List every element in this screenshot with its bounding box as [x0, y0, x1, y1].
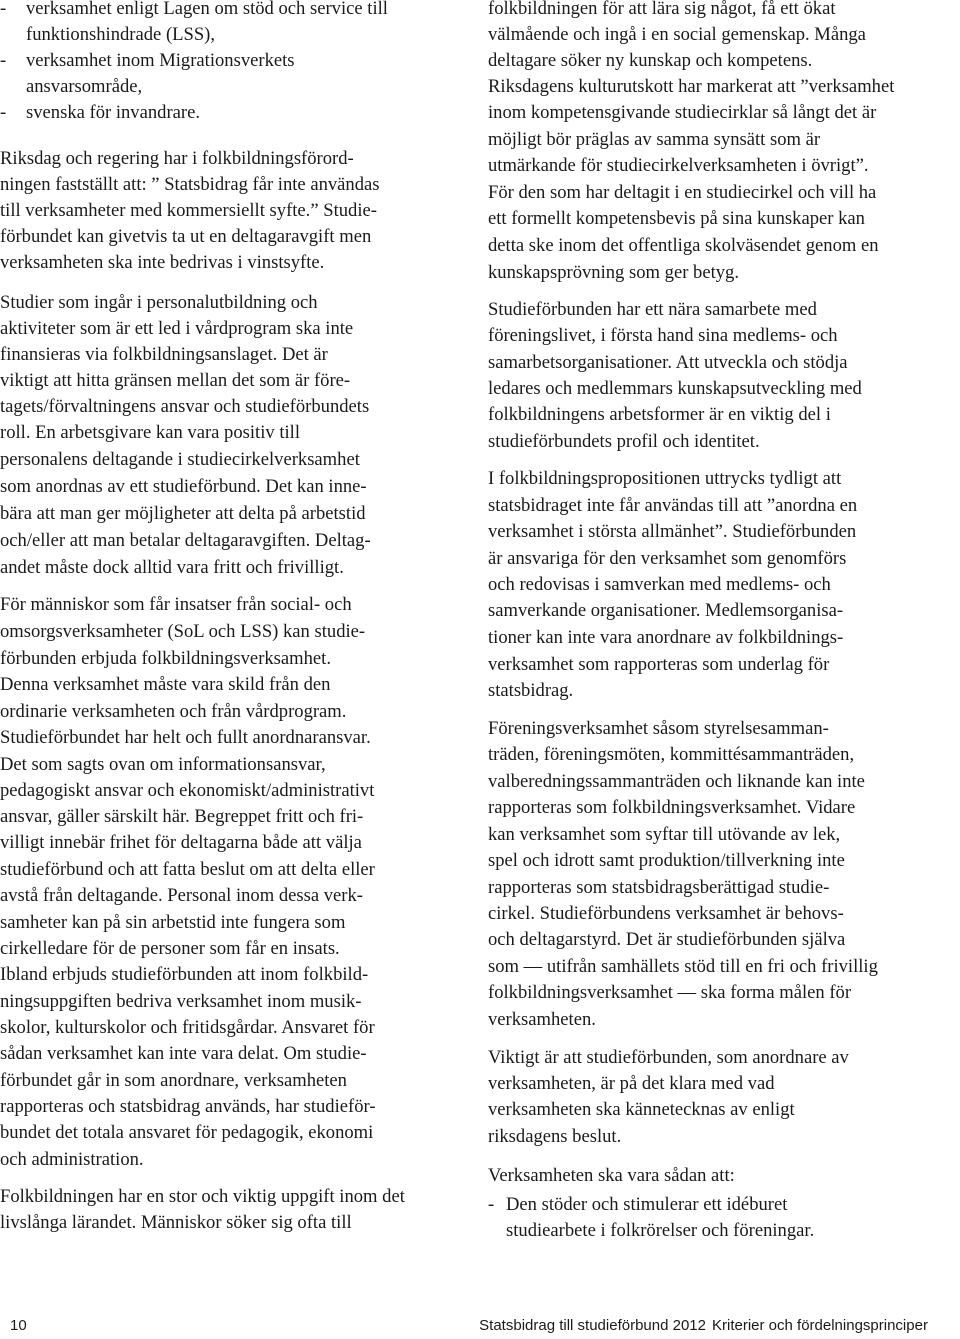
text-line: utmärkande för studiecirkelverksamheten i övrigt”. [488, 155, 869, 176]
text-line: omsorgsverksamheter (SoL och LSS) kan studie- [0, 621, 366, 642]
list-item: - Den stöder och stimulerar ett idéburet [488, 1194, 788, 1215]
text-line: rapporteras som folkbildningsverksamhet. Vidare [488, 797, 856, 818]
text-line: verksamheten ska inte bedrivas i vinstsyfte. [0, 252, 325, 273]
text-line: ansvar, gäller särskilt här. Begreppet fritt och fri- [0, 806, 364, 827]
list-item-cont: ansvarsområde, [26, 76, 143, 97]
page-footer [0, 1315, 960, 1339]
text-line: sådan verksamhet kan inte vara delat. Om studie- [0, 1043, 367, 1064]
text-line: aktiviteter som är ett led i vårdprogram ska inte [0, 318, 354, 339]
text-line: träden, föreningsmöten, kommittésammanträden, [488, 744, 855, 765]
text-line: samverkande organisationer. Medlemsorganisa- [488, 600, 844, 621]
text-line: cirkel. Studieförbundens verksamhet är behovs- [488, 903, 844, 924]
text-line: valberedningssammanträden och liknande kan inte [488, 771, 865, 792]
text-line: För människor som får insatser från social- och [0, 594, 352, 615]
text-line: Det som sagts ovan om informationsansvar, [0, 754, 326, 775]
text-line: verksamheten, är på det klara med vad [488, 1073, 775, 1094]
text-line: Riksdagens kulturutskott har markerat att ”verksamhet [488, 76, 895, 97]
text-line: Föreningsverksamhet såsom styrelsesamman- [488, 718, 829, 739]
text-line: välmående och ingå i en social gemenskap. Många [488, 24, 866, 45]
text-line: möjligt bör präglas av samma synsätt som är [488, 129, 821, 150]
text-line: statsbidraget inte får användas till att ”anordna en [488, 495, 858, 516]
text-line: Folkbildningen har en stor och viktig uppgift inom det [0, 1186, 405, 1207]
text-line: bundet det totala ansvaret för pedagogik, ekonomi [0, 1122, 374, 1143]
text-line: spel och idrott samt produktion/tillverkning inte [488, 850, 845, 871]
text-line: villigt innebär frihet för deltagarna både att välja [0, 832, 362, 853]
text-line: och administration. [0, 1149, 144, 1170]
text-line: och/eller att man betalar deltagaravgiften. Deltag- [0, 530, 371, 551]
text-line: förbundet kan givetvis ta ut en deltagaravgift men [0, 226, 372, 247]
text-line: tagets/förvaltningens ansvar och studieförbundets [0, 396, 370, 417]
text-line: som anordnas av ett studieförbund. Det kan inne- [0, 476, 367, 497]
text-line: studieförbund och att fatta beslut om att delta eller [0, 859, 375, 880]
text-line: folkbildningen för att lära sig något, få ett ökat [488, 0, 836, 19]
text-line: Denna verksamhet måste vara skild från den [0, 674, 331, 695]
text-line: roll. En arbetsgivare kan vara positiv till [0, 422, 300, 443]
text-line: pedagogiskt ansvar och ekonomiskt/administrativt [0, 780, 375, 801]
text-line: Ibland erbjuds studieförbunden att inom folkbild- [0, 964, 369, 985]
text-line: statsbidrag. [488, 680, 574, 701]
text-line: ett formellt kompetensbevis på sina kunskaper kan [488, 208, 865, 229]
text-line: personalens deltagande i studiecirkelverksamhet [0, 449, 360, 470]
text-line: andet måste dock alltid vara fritt och frivilligt. [0, 557, 344, 578]
text-line: Studieförbundet har helt och fullt anordnaransvar. [0, 727, 371, 748]
footer-subtitle: Kriterier och fördelningsprinciper [712, 1317, 928, 1334]
text-line: ordinarie verksamheten och från vårdprogram. [0, 701, 347, 722]
text-line: Viktigt är att studieförbunden, som anordnare av [488, 1047, 849, 1068]
text-line: folkbildningens arbetsformer är en viktig del i [488, 404, 831, 425]
list-item: - svenska för invandrare. [0, 102, 200, 123]
text-line: inom kompetensgivande studiecirklar så långt det är [488, 102, 877, 123]
text-line: och deltagarstyrd. Det är studieförbunden själva [488, 929, 846, 950]
text-line: verksamhet i största allmänhet”. Studieförbunden [488, 521, 857, 542]
text-line: kunskapsprövning som ger betyg. [488, 262, 739, 283]
text-line: cirkelledare för de personer som får en insats. [0, 938, 340, 959]
text-line: verksamheten ska kännetecknas av enligt [488, 1099, 795, 1120]
text-line: till verksamheter med kommersiellt syfte.” Studie- [0, 200, 377, 221]
text-line: riksdagens beslut. [488, 1126, 622, 1147]
text-line: Riksdag och regering har i folkbildningsförord- [0, 148, 354, 169]
text-line: och redovisas i samverkan med medlems- och [488, 574, 831, 595]
text-line: kan verksamhet som syftar till utövande av lek, [488, 824, 841, 845]
page-number: 10 [10, 1317, 27, 1334]
list-item: - verksamhet inom Migrationsverkets [0, 50, 295, 71]
list-item-cont: studiearbete i folkrörelser och föreningar. [506, 1220, 815, 1241]
text-line: skolor, kulturskolor och fritidsgårdar. Ansvaret för [0, 1017, 375, 1038]
text-line: verksamhet som rapporteras som underlag för [488, 654, 830, 675]
list-item-cont: funktionshindrade (LSS), [26, 24, 216, 45]
text-line: Studier som ingår i personalutbildning och [0, 292, 318, 313]
text-line: avstå från deltagande. Personal inom dessa verk- [0, 885, 363, 906]
text-line: ledares och medlemmars kunskapsutveckling med [488, 378, 862, 399]
text-line: som — utifrån samhällets stöd till en fri och frivillig [488, 956, 878, 977]
text-line: Verksamheten ska vara sådan att: [488, 1165, 735, 1186]
text-line: finansieras via folkbildningsanslaget. Det är [0, 344, 328, 365]
text-line: bära att man ger möjligheter att delta på arbetstid [0, 503, 366, 524]
text-line: deltagare söker ny kunskap och kompetens. [488, 50, 813, 71]
text-line: studieförbundets profil och identitet. [488, 431, 760, 452]
footer-title: Statsbidrag till studieförbund 2012 [479, 1317, 706, 1334]
text-line: livslånga lärandet. Människor söker sig ofta till [0, 1212, 352, 1233]
text-line: är ansvariga för den verksamhet som genomförs [488, 548, 847, 569]
text-line: samarbetsorganisationer. Att utveckla och stödja [488, 352, 848, 373]
text-line: viktigt att hitta gränsen mellan det som är före- [0, 370, 351, 391]
text-line: ningen fastställt att: ” Statsbidrag får inte användas [0, 174, 380, 195]
text-line: förbunden erbjuda folkbildningsverksamhet. [0, 648, 331, 669]
text-line: För den som har deltagit i en studiecirkel och vill ha [488, 182, 877, 203]
text-line: samheter kan på sin arbetstid inte fungera som [0, 912, 346, 933]
text-line: Studieförbunden har ett nära samarbete med [488, 299, 817, 320]
text-line: rapporteras och statsbidrag används, har studieför- [0, 1096, 376, 1117]
list-item: - verksamhet enligt Lagen om stöd och service till [0, 0, 388, 19]
text-line: rapporteras som statsbidragsberättigad studie- [488, 877, 830, 898]
text-line: tioner kan inte vara anordnare av folkbildnings- [488, 627, 844, 648]
text-line: ningsuppgiften bedriva verksamhet inom musik- [0, 991, 362, 1012]
text-line: I folkbildningspropositionen uttrycks tydligt att [488, 468, 842, 489]
text-line: föreningslivet, i första hand sina medlems- och [488, 325, 838, 346]
text-line: verksamheten. [488, 1009, 596, 1030]
text-line: förbundet går in som anordnare, verksamheten [0, 1070, 347, 1091]
text-line: folkbildningsverksamhet — ska forma målen för [488, 982, 852, 1003]
text-line: detta ske inom det offentliga skolväsendet genom en [488, 235, 879, 256]
